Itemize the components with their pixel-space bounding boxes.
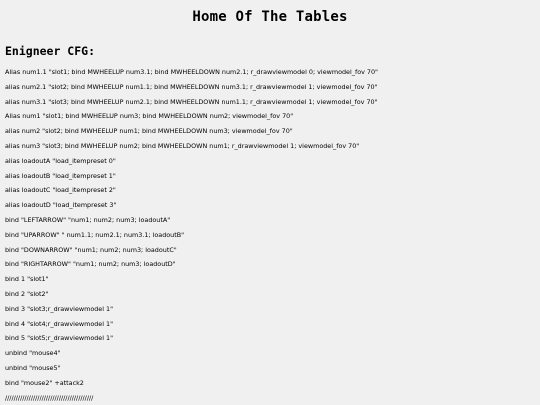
page-title: Home Of The Tables <box>192 9 348 25</box>
cfg-line: bind "LEFTARROW" "num1; num2; num3; loadoutA" <box>5 216 171 224</box>
cfg-line: alias loadoutA "load_itempreset 0" <box>5 157 116 165</box>
cfg-line: Alias num1.1 "slot1; bind MWHEELUP num3.1; bind MWHEELDOWN num2.1; r_drawviewmodel 0; viewmodel_fov 70" <box>5 69 378 76</box>
cfg-line: Alias num1 "slot1; bind MWHEELUP num3; bind MWHEELDOWN num2; viewmodel_fov 70" <box>5 113 294 121</box>
cfg-line: alias num3 "slot3; bind MWHEELUP num2; bind MWHEELDOWN num1; r_drawviewmodel 1; viewmodel_fov 70" <box>5 142 360 150</box>
cfg-line: bind 3 "slot3;r_drawviewmodel 1" <box>5 305 114 313</box>
cfg-line: ///////////////////////////////////////// <box>5 394 94 402</box>
cfg-line: alias num3.1 "slot3; bind MWHEELUP num2.1; bind MWHEELDOWN num1.1; r_drawviewmodel 1; viewmodel_fov 70" <box>5 98 378 106</box>
cfg-line: unbind "mouse4" <box>5 350 61 358</box>
cfg-line: alias loadoutB "load_itempreset 1" <box>5 172 116 180</box>
cfg-line: bind "RIGHTARROW" "num1; num2; num3; loadoutD" <box>5 261 176 269</box>
cfg-line: bind 4 "slot4;r_drawviewmodel 1" <box>5 320 114 328</box>
cfg-line: alias num2.1 "slot2; bind MWHEELUP num1.1; bind MWHEELDOWN num3.1; r_drawviewmodel 1; viewmodel_fov 70" <box>5 83 378 91</box>
cfg-line: unbind "mouse5" <box>5 364 61 372</box>
cfg-line: alias num2 "slot2; bind MWHEELUP num1; bind MWHEELDOWN num3; viewmodel_fov 70" <box>5 128 293 136</box>
cfg-line: alias loadoutC "load_itempreset 2" <box>5 187 116 195</box>
cfg-line: bind 2 "slot2" <box>5 290 49 298</box>
cfg-line-list <box>5 69 535 405</box>
cfg-line: bind 1 "slot1" <box>5 276 49 284</box>
section-heading: Enigneer CFG: <box>5 44 96 58</box>
cfg-line: bind 5 "slot5;r_drawviewmodel 1" <box>5 335 114 343</box>
cfg-line: bind "DOWNARROW" "num1; num2; num3; loadoutC" <box>5 246 177 254</box>
cfg-line: alias loadoutD "load_itempreset 3" <box>5 202 117 210</box>
cfg-line: bind "mouse2" +attack2 <box>5 379 84 387</box>
cfg-line: bind "UPARROW" " num1.1; num2.1; num3.1; loadoutB" <box>5 231 185 239</box>
